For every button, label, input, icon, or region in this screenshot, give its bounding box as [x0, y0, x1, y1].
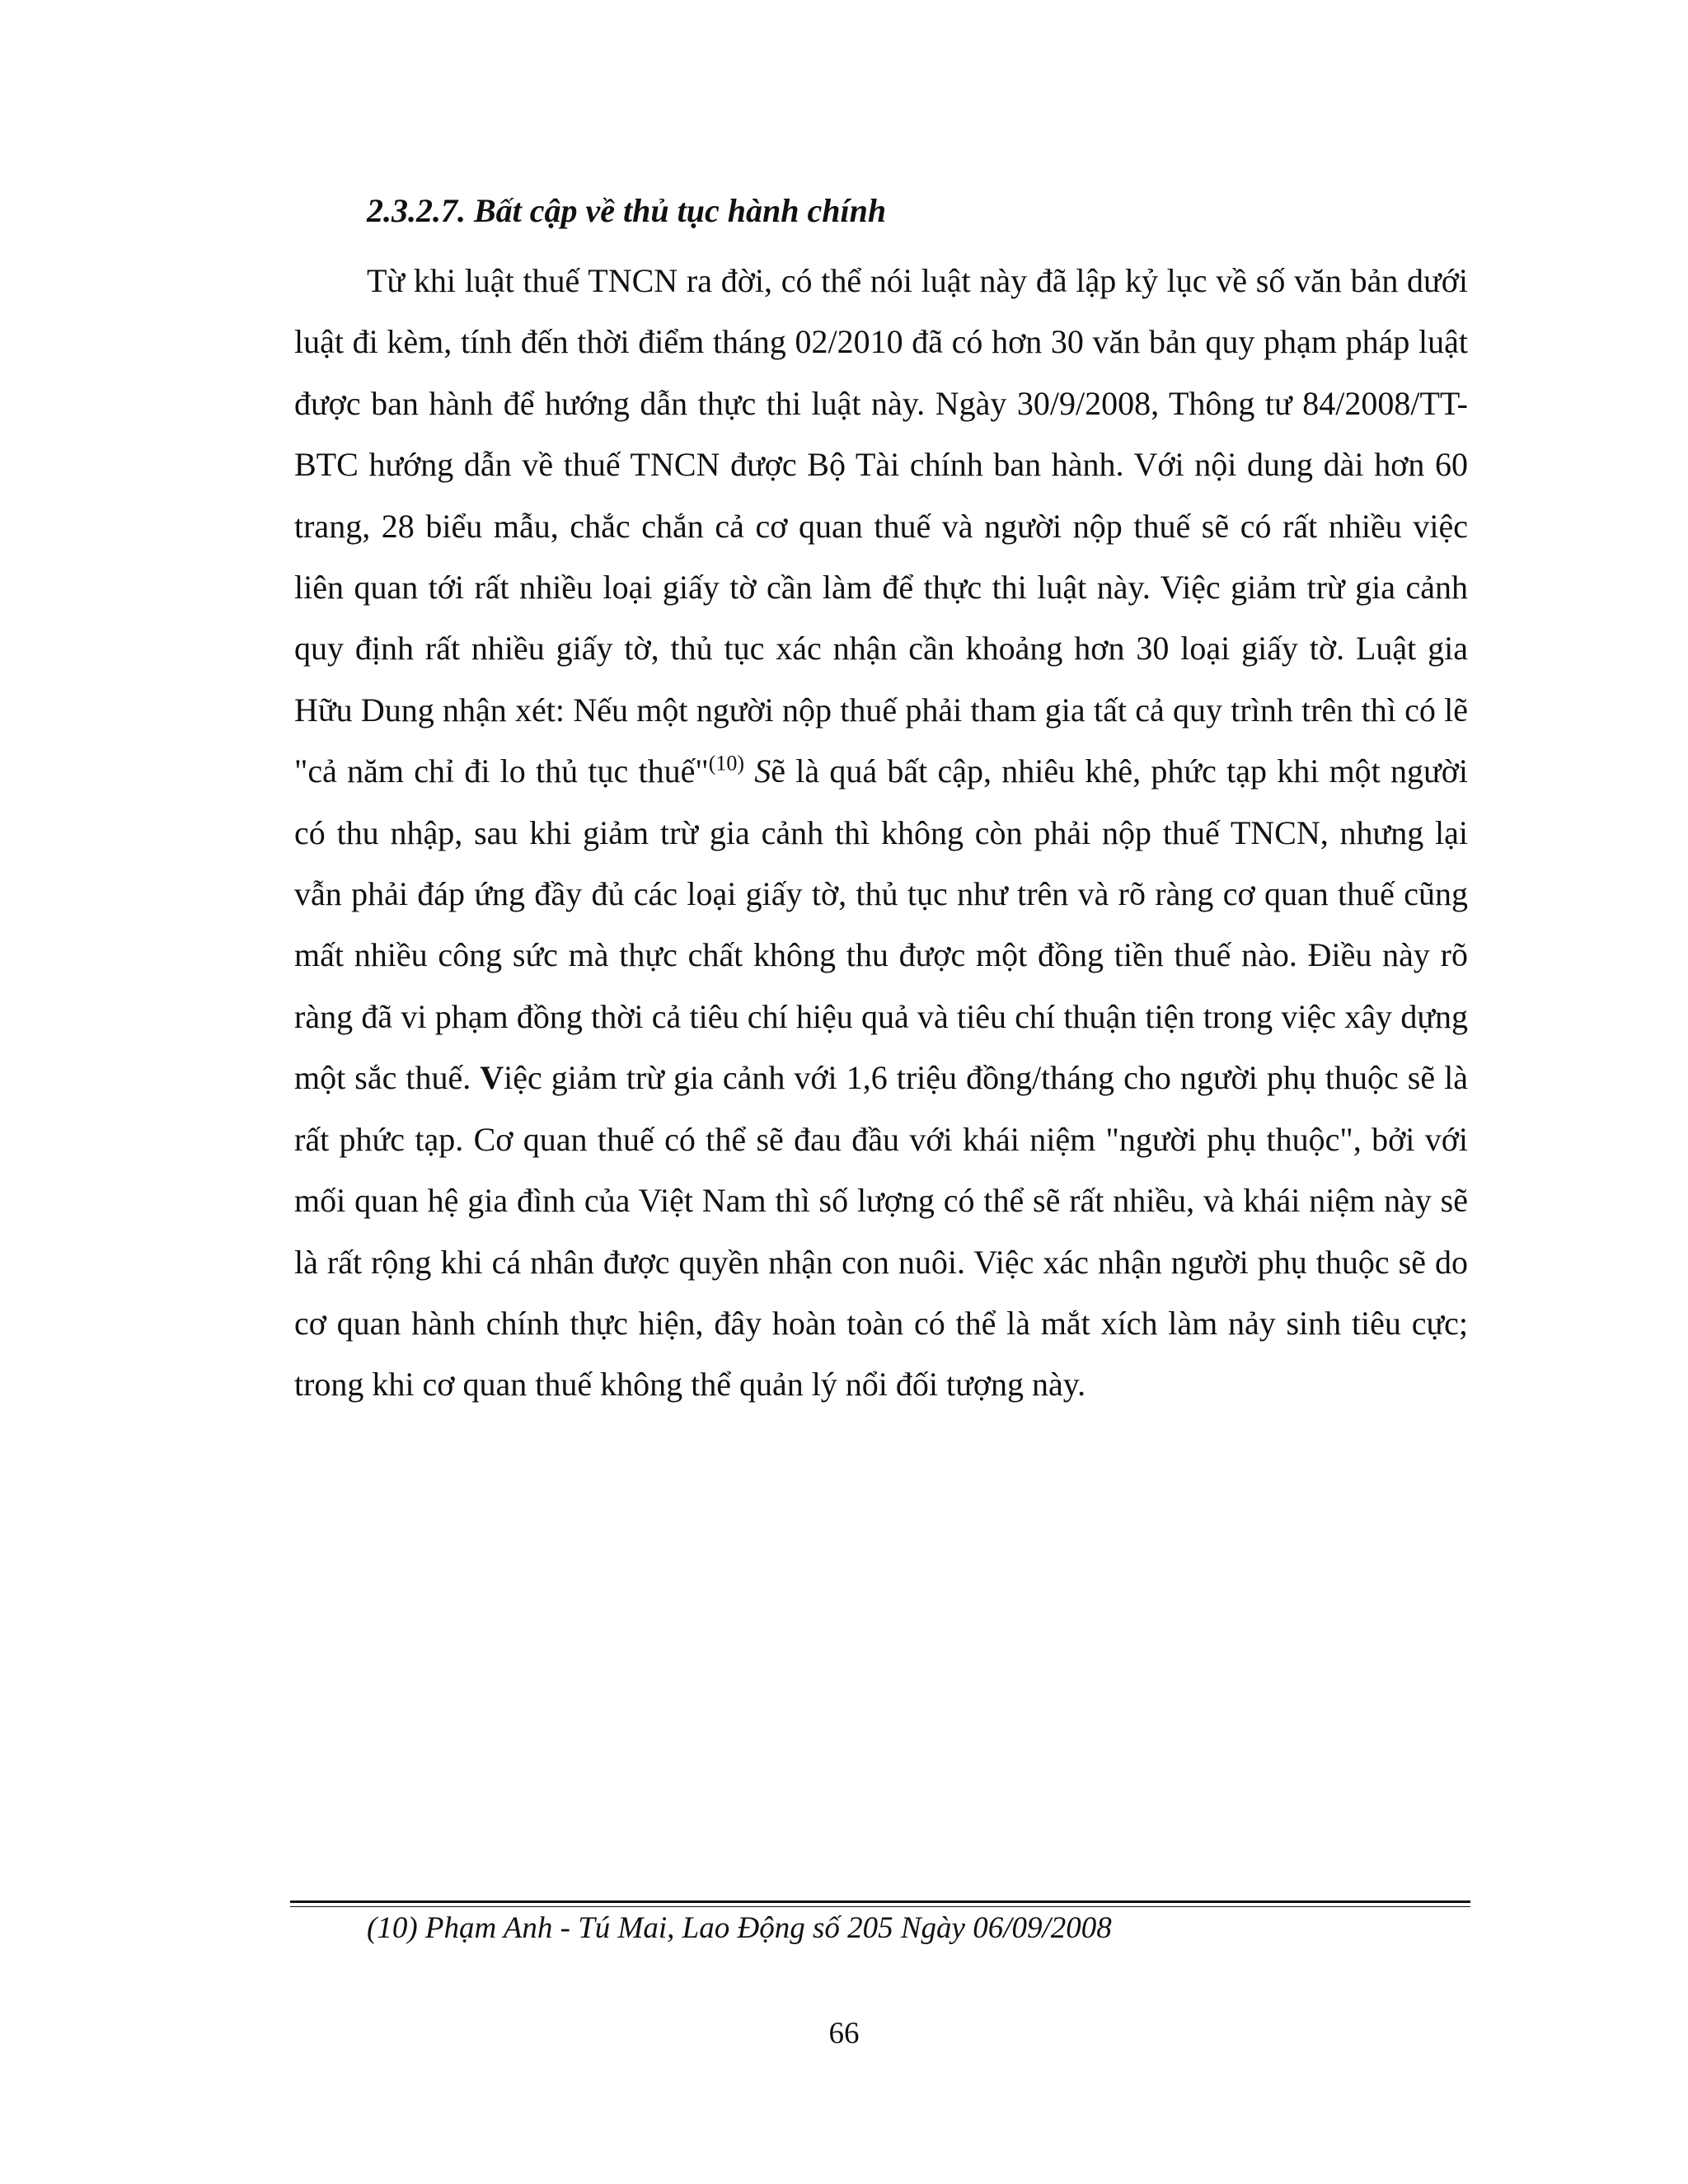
body-paragraph — [294, 251, 1468, 1416]
paragraph-text-part1: Từ khi luật thuế TNCN ra đời, có thể nói luật này đã lập kỷ lục về số văn bản dưới luật đi kèm, tính đến thời điểm tháng 02/2010 đã có hơn 30 văn bản quy phạm pháp luật được ban hành để hướng dẫn thực thi luật này. Ngày 30/9/2008, Thông tư 84/2008/TT-BTC hướng dẫn về thuế TNCN được Bộ Tài chính ban hành. Với nội dung dài hơn 60 trang, 28 biểu mẫu, chắc chắn cả cơ quan thuế và người nộp thuế sẽ có rất nhiều việc liên quan tới rất nhiều loại giấy tờ cần làm để thực thi luật này. Việc giảm trừ gia cảnh quy định rất nhiều giấy tờ, thủ tục xác nhận cần khoảng hơn 30 loại giấy tờ. Luật gia Hữu Dung nhận xét: Nếu một người nộp thuế phải tham gia tất cả quy trình trên thì có lẽ "cả năm chỉ đi lo thủ tục thuế" — [294, 262, 1468, 790]
sentence-initial-italic: S — [754, 752, 771, 790]
paragraph-text-part2: ẽ là quá bất cập, nhiêu khê, phức tạp khi một người có thu nhập, sau khi giảm trừ gia cảnh thì không còn phải nộp thuế TNCN, nhưng lại vẫn phải đáp ứng đầy đủ các loại giấy tờ, thủ tục như trên và rõ ràng cơ quan thuế cũng mất nhiều công sức mà thực chất không thu được một đồng tiền thuế nào. Điều này rõ ràng đã vi phạm đồng thời cả tiêu chí hiệu quả và tiêu chí thuận tiện trong việc xây dựng một sắc thuế. — [294, 752, 1468, 1097]
page-number: 66 — [828, 2017, 860, 2050]
section-heading: 2.3.2.7. Bất cập về thủ tục hành chính — [367, 192, 887, 229]
footnote-divider — [290, 1900, 1470, 1907]
sentence-initial-bold: V — [480, 1059, 504, 1097]
footnote-text: (10) Phạm Anh - Tú Mai, Lao Động số 205 Ngày 06/09/2008 — [367, 1911, 1112, 1945]
paragraph-text-part3: iệc giảm trừ gia cảnh với 1,6 triệu đồng/tháng cho người phụ thuộc sẽ là rất phức tạp. Cơ quan thuế có thể sẽ đau đầu với khái niệm "người phụ thuộc", bởi với mối quan hệ gia đình của Việt Nam thì số lượng có thể sẽ rất nhiều, và khái niệm này sẽ là rất rộng khi cá nhân được quyền nhận con nuôi. Việc xác nhận người phụ thuộc sẽ do cơ quan hành chính thực hiện, đây hoàn toàn có thể là mắt xích làm nảy sinh tiêu cực; trong khi cơ quan thuế không thể quản lý nổi đối tượng này. — [294, 1059, 1468, 1404]
footnote-reference: (10) — [708, 751, 745, 776]
